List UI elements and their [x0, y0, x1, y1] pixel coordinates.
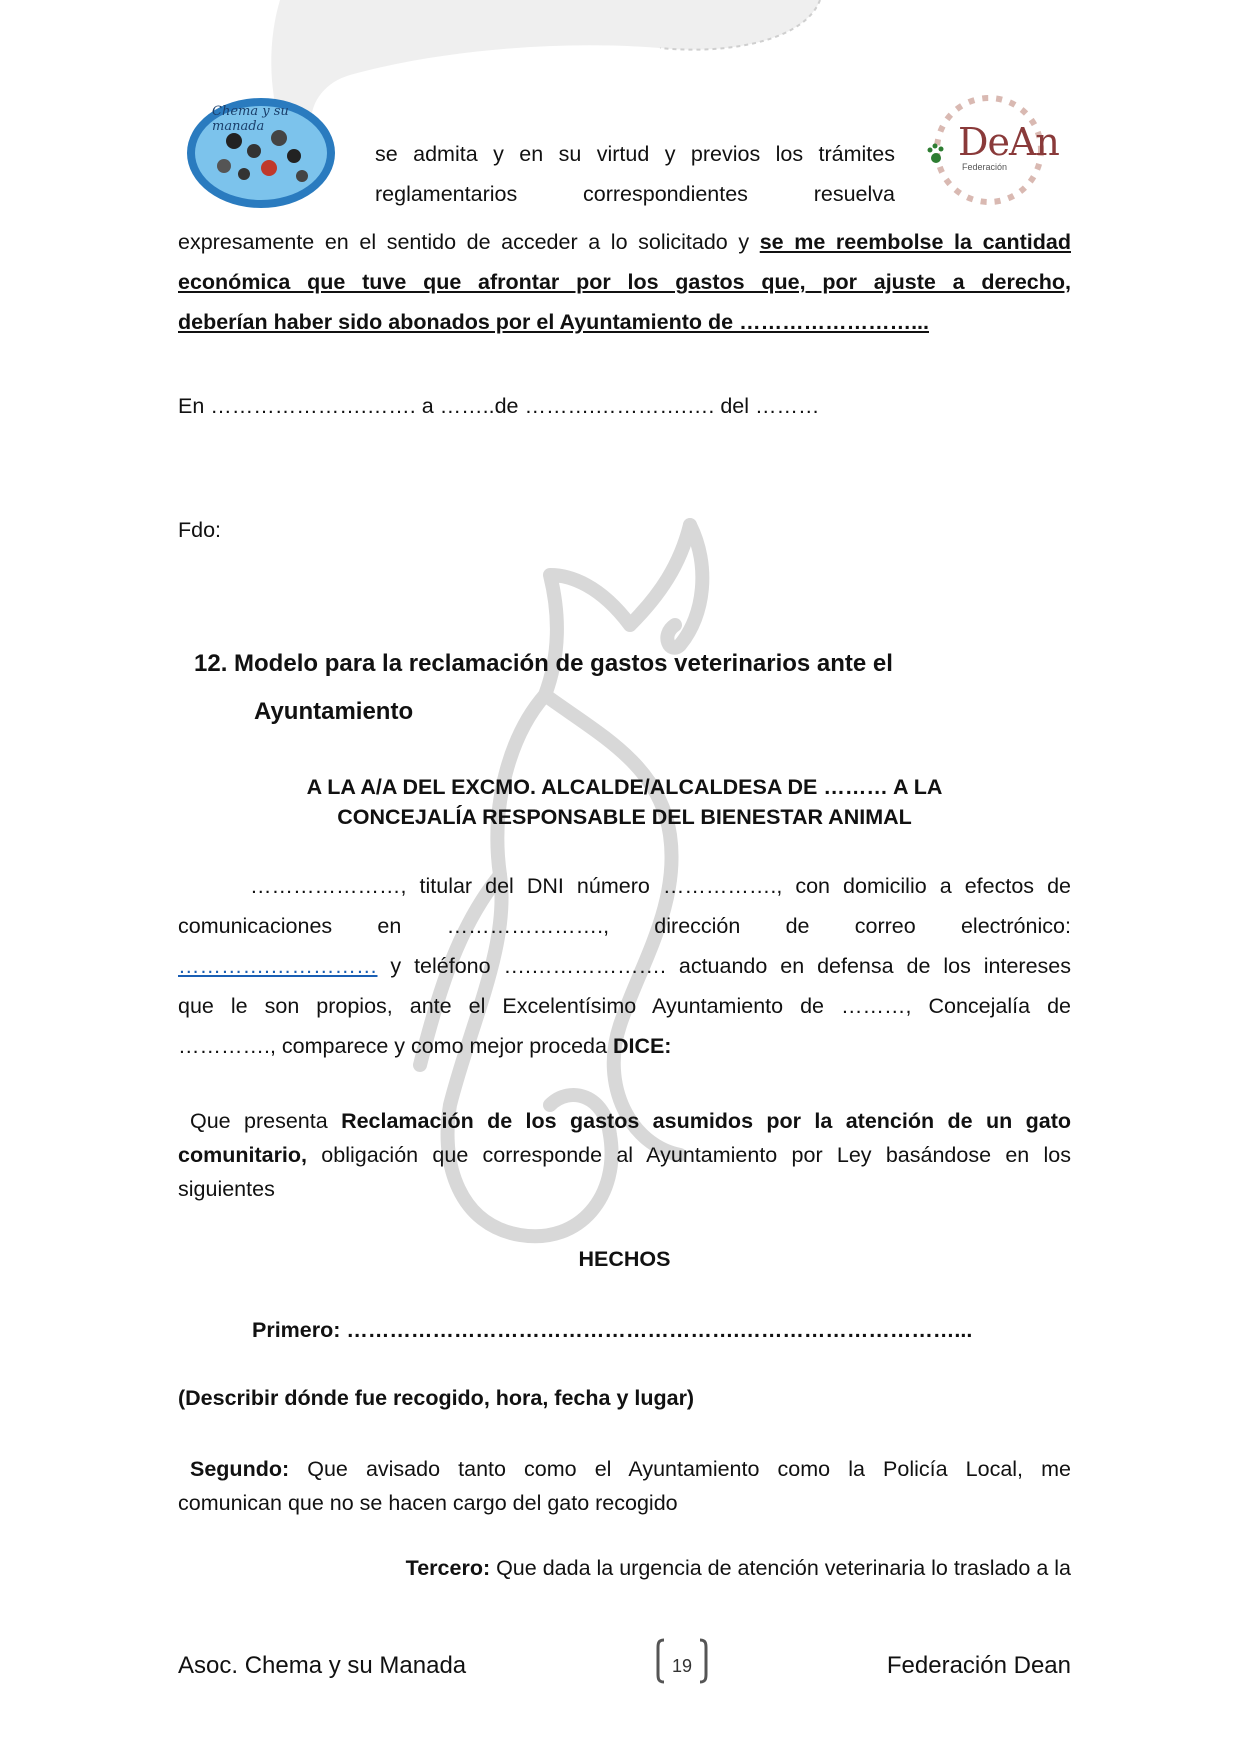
body1-line-1: …………………, titular del DNI número ……………., con domicilio a efectos de — [250, 874, 1071, 898]
body1-word-4: dirección — [654, 914, 741, 938]
body1-line-4: que le son propios, ante el Excelentísimo Ayuntamiento de ………, Concejalía de — [178, 994, 1071, 1018]
dean-logo — [924, 92, 1059, 208]
body1-word-3: …………………., — [446, 914, 610, 938]
body1-line-2 — [178, 906, 1071, 946]
body2-line-2 — [178, 1138, 1071, 1172]
body1-word-2: en — [377, 914, 402, 938]
header-wave-decoration — [260, 0, 840, 150]
intro-line-3-bold: se me reembolse la cantidad — [759, 230, 1071, 254]
chema-logo-text: Chema y su manada — [212, 104, 289, 134]
body2-line-2-plain: obligación que corresponde al Ayuntamiento por Ley basándose en los — [307, 1143, 1071, 1167]
body1-word-1: comunicaciones — [178, 914, 333, 938]
facts-heading: HECHOS — [578, 1247, 671, 1271]
describe-note: (Describir dónde fue recogido, hora, fecha y lugar) — [178, 1386, 695, 1410]
intro-line-4 — [178, 262, 1071, 302]
email-link[interactable]: ………….…………… — [178, 954, 378, 978]
second-fact-label: Segundo: — [190, 1457, 290, 1481]
dean-logo-caption: Federación — [962, 162, 1008, 172]
section-title-line-1: 12. Modelo para la reclamación de gastos veterinarios ante el — [194, 650, 893, 677]
second-fact-line-2: comunican que no se hacen cargo del gato recogido — [178, 1491, 678, 1515]
body2-line-2-bold: comunitario, — [178, 1143, 308, 1167]
addressee-line-1: A LA A/A DEL EXCMO. ALCALDE/ALCALDESA DE ……… A LA — [306, 775, 943, 799]
intro-line-2 — [375, 182, 895, 207]
page-number: 19 — [671, 1656, 693, 1676]
section-title-line-2: Ayuntamiento — [254, 698, 414, 725]
third-fact-label: Tercero: — [405, 1556, 491, 1580]
intro-word-1: reglamentarios — [375, 182, 518, 206]
signature-label: Fdo: — [178, 518, 222, 542]
body1-line-5-plain: …………., comparece y como mejor proceda — [178, 1034, 613, 1058]
place-date-line: En ………………….……. a ……..de ……….………….…. del ……… — [178, 394, 820, 418]
intro-line-3-plain: expresamente en el sentido de acceder a lo solicitado y — [178, 230, 760, 254]
body2-line-1-plain: Que presenta — [190, 1109, 342, 1133]
second-fact-line-1 — [178, 1452, 1071, 1486]
intro-word-2: correspondientes — [583, 182, 748, 206]
intro-word-3: resuelva — [813, 182, 895, 206]
intro-line-1: se admita y en su virtud y previos los trámites — [375, 142, 895, 166]
dean-logo-text: DeAn — [958, 120, 1059, 164]
section-title — [194, 640, 893, 736]
dice-label: DICE: — [612, 1034, 672, 1058]
first-fact — [252, 1318, 1071, 1343]
body2-line-3: siguientes — [178, 1177, 275, 1201]
body1-line-3-rest: y teléfono ….………………. actuando en defensa de los intereses — [377, 954, 1071, 978]
intro-line-5 — [178, 302, 1071, 342]
first-fact-label: Primero: — [252, 1318, 341, 1342]
second-fact — [178, 1452, 1071, 1520]
body-paragraph-1 — [178, 866, 1071, 1066]
body1-word-6: correo — [854, 914, 916, 938]
intro-line-4-bold: económica que tuve que afrontar por los gastos que, por ajuste a derecho, — [178, 270, 1071, 294]
body-paragraph-2 — [178, 1104, 1071, 1206]
third-fact — [178, 1556, 1071, 1581]
footer-page-number — [654, 1638, 710, 1684]
second-fact-text: Que avisado tanto como el Ayuntamiento como la Policía Local, me — [289, 1457, 1071, 1481]
first-fact-dots: ……………………………………………….…………………………... — [346, 1318, 973, 1342]
intro-line-5-bold: deberían haber sido abonados por el Ayuntamiento de ……………………... — [178, 310, 929, 334]
third-fact-text: Que dada la urgencia de atención veterinaria lo traslado a la — [490, 1556, 1071, 1580]
body1-line-3 — [178, 946, 1071, 986]
body1-word-5: de — [785, 914, 810, 938]
chema-logo — [184, 96, 338, 210]
intro-line-3 — [178, 222, 1071, 262]
body1-word-7: electrónico: — [960, 914, 1071, 938]
footer-right: Federación Dean — [886, 1652, 1071, 1679]
addressee-line-2: CONCEJALÍA RESPONSABLE DEL BIENESTAR ANIMAL — [337, 805, 912, 829]
body2-line-1 — [178, 1104, 1071, 1138]
body1-line-5 — [178, 1026, 1071, 1066]
addressee — [178, 772, 1071, 832]
body2-line-1-bold: Reclamación de los gastos asumidos por la atención de un gato — [341, 1109, 1071, 1133]
footer-left: Asoc. Chema y su Manada — [178, 1652, 467, 1679]
intro-paragraph — [178, 222, 1071, 342]
